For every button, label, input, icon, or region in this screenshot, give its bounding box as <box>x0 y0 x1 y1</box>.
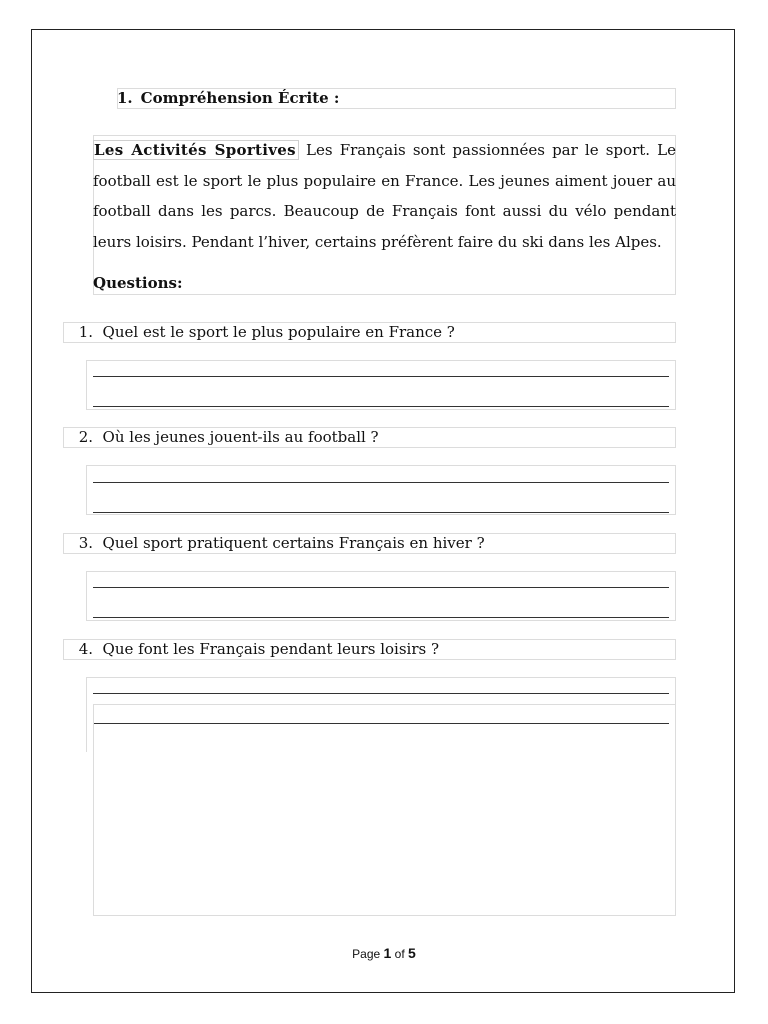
question-4 <box>63 639 439 660</box>
questions-label: Questions: <box>93 274 183 292</box>
passage-text: Les Français sont passionnées par le sport. Le football est le sport le plus populaire en France. Les jeunes aiment jouer au football dans les parcs. Beaucoup de Français font aussi du vélo pendant leurs loisirs. Pendant l’hiver, certains préfèrent faire du ski dans les Alpes. <box>93 141 676 251</box>
footer-current-page: 1 <box>383 945 392 961</box>
question-number: 3. <box>78 534 93 552</box>
answer-area-2[interactable] <box>86 465 676 515</box>
question-text: Quel est le sport le plus populaire en France ? <box>102 323 455 341</box>
answer-line <box>93 376 669 377</box>
reading-passage <box>93 135 676 257</box>
question-3 <box>63 533 485 554</box>
passage-title: Les Activités Sportives <box>93 140 299 160</box>
answer-area-3[interactable] <box>86 571 676 621</box>
answer-area-1[interactable] <box>86 360 676 410</box>
section-title: Compréhension Écrite : <box>140 89 340 107</box>
question-number: 2. <box>78 428 93 446</box>
section-number: 1. <box>117 89 133 107</box>
answer-line <box>93 617 669 618</box>
question-number: 1. <box>78 323 93 341</box>
question-text: Que font les Français pendant leurs loisirs ? <box>102 640 440 658</box>
question-text: Quel sport pratiquent certains Français en hiver ? <box>102 534 485 552</box>
answer-line <box>93 406 669 407</box>
question-text: Où les jeunes jouent-ils au football ? <box>102 428 379 446</box>
section-heading <box>117 88 339 109</box>
question-1 <box>63 322 455 343</box>
question-2 <box>63 427 379 448</box>
footer-of-label: of <box>394 947 405 961</box>
footer-total-pages: 5 <box>408 945 416 961</box>
footer-page-label: Page <box>352 947 381 961</box>
answer-line <box>93 512 669 513</box>
answer-line <box>93 693 669 694</box>
page-footer <box>0 945 768 961</box>
empty-text-frame[interactable] <box>93 704 676 916</box>
answer-line <box>93 482 669 483</box>
question-number: 4. <box>78 640 93 658</box>
answer-line <box>93 587 669 588</box>
